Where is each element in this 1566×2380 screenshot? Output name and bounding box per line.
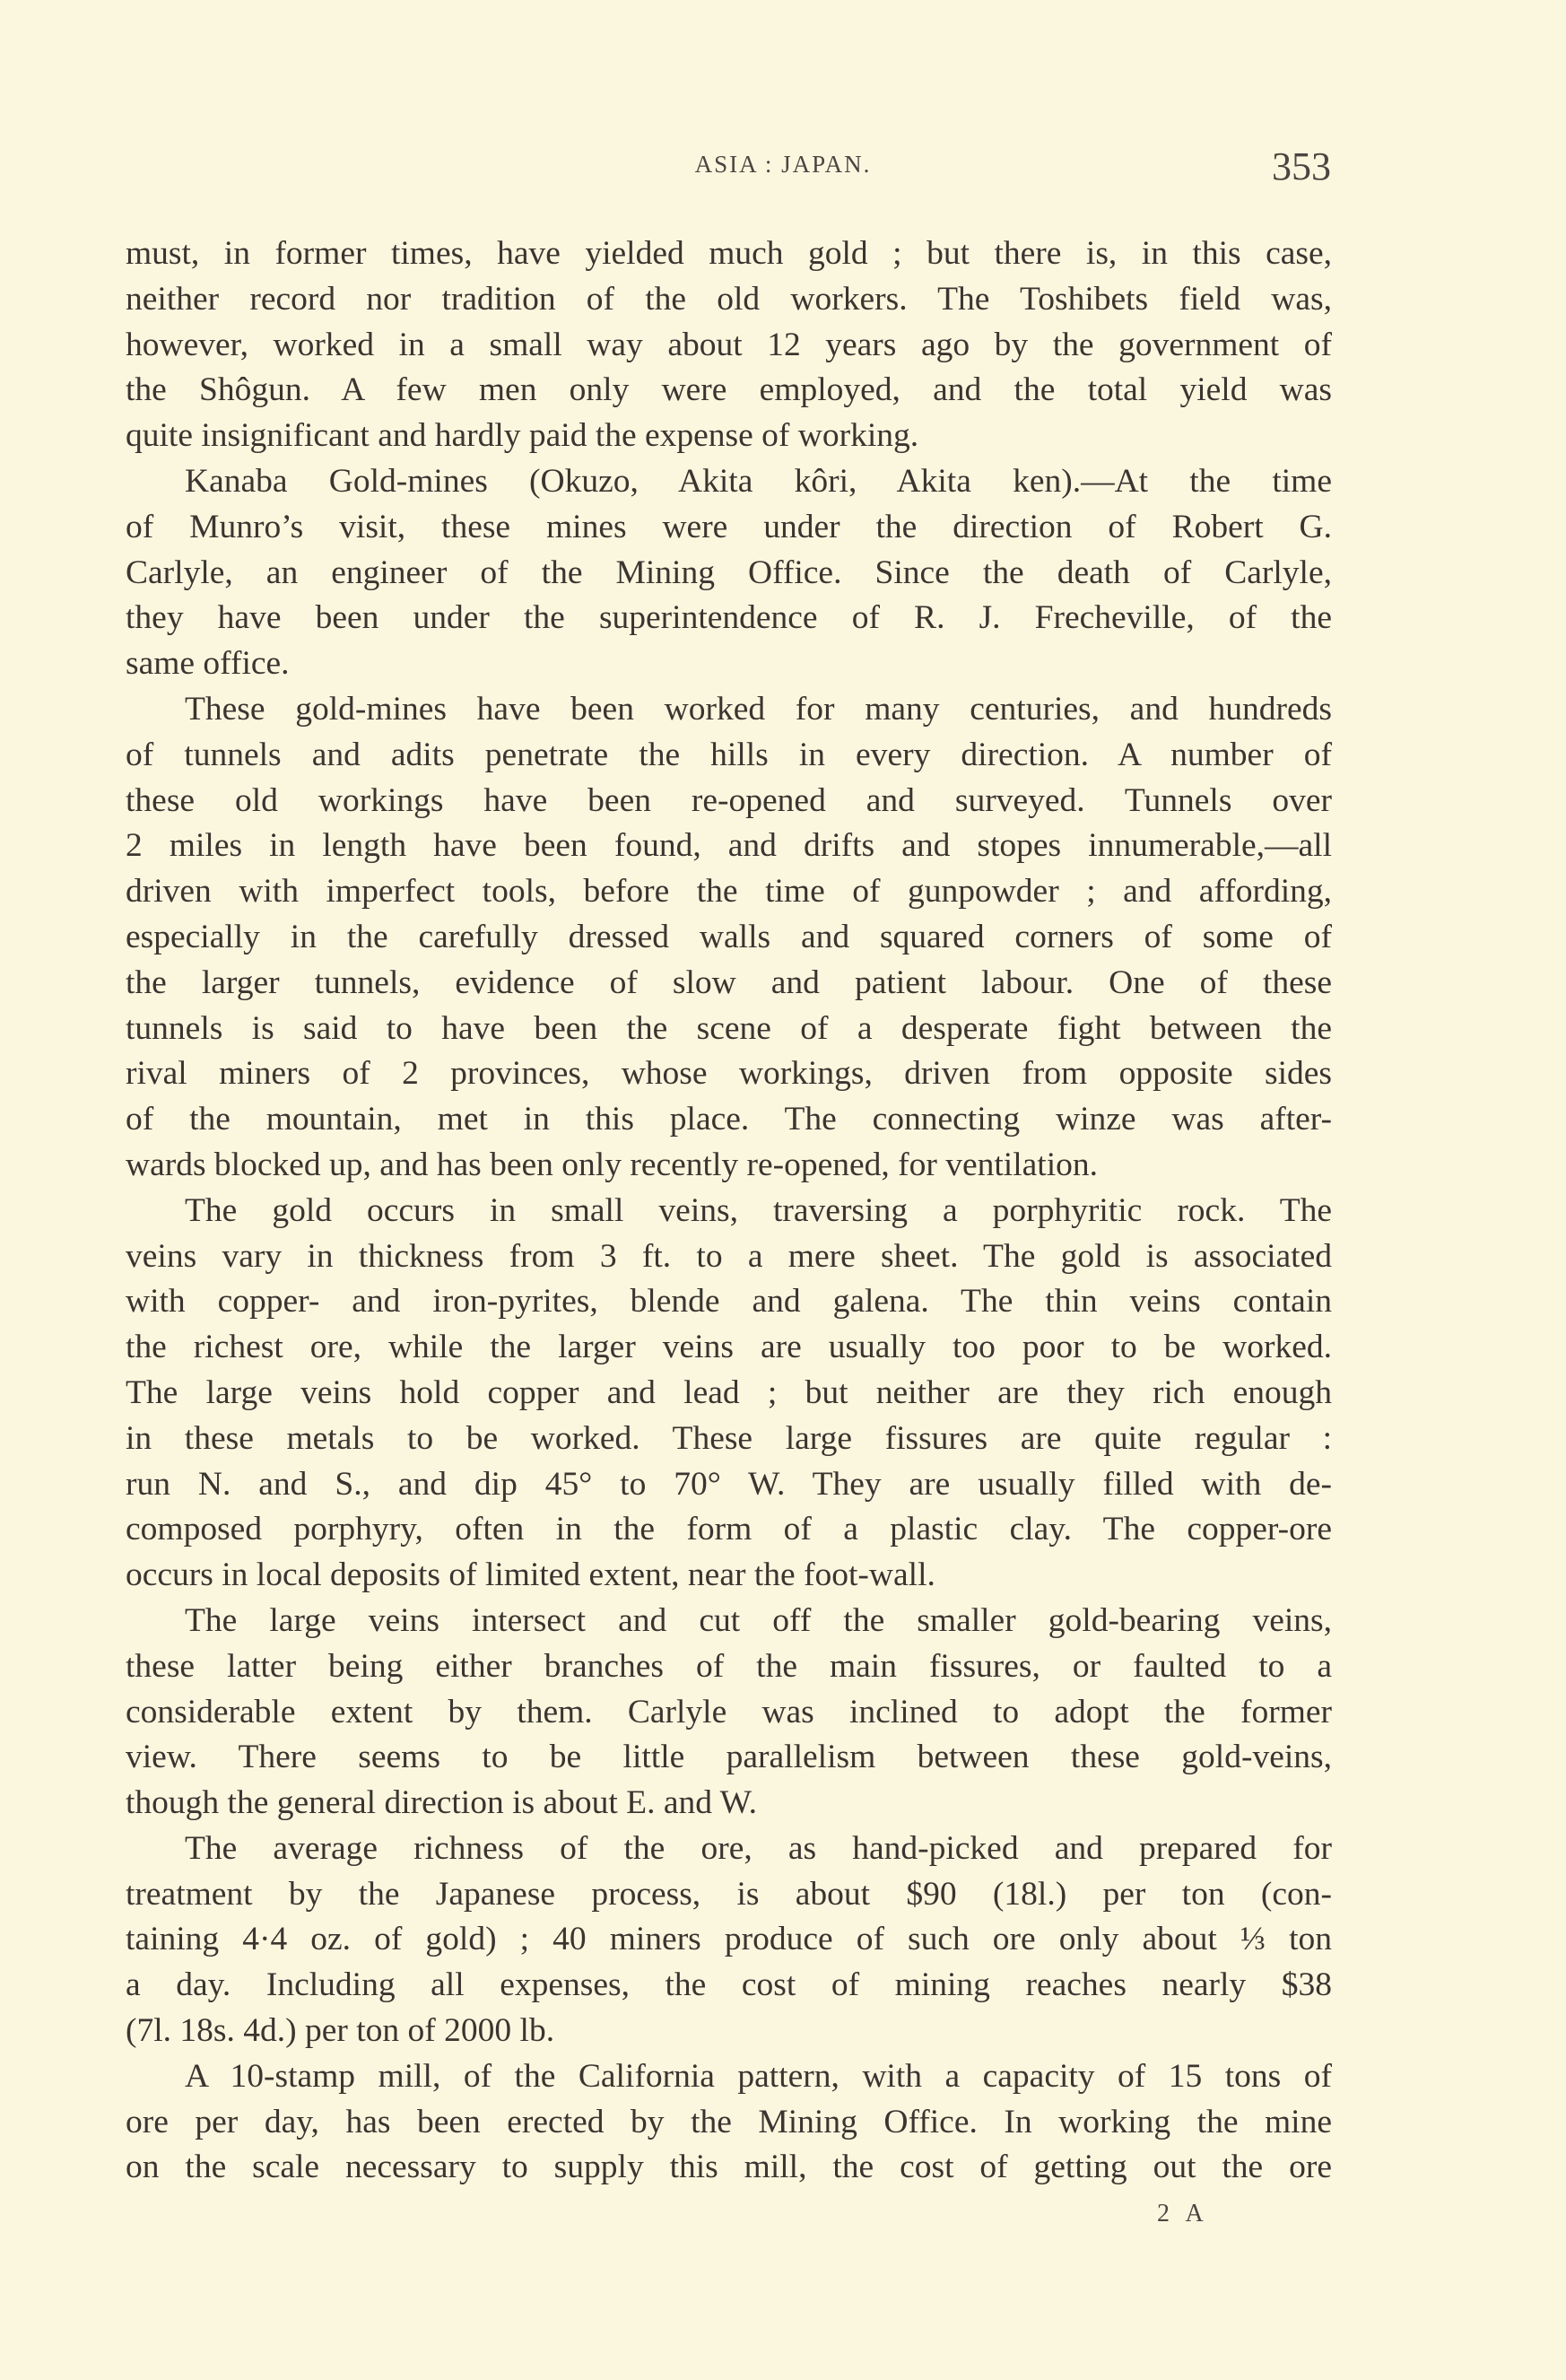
text-line: view. There seems to be little parallelism between these gold-veins, xyxy=(126,1739,1332,1776)
text-line: with copper- and iron-pyrites, blende and galena. The thin veins contain xyxy=(126,1283,1332,1321)
paragraph xyxy=(126,459,1332,687)
text-line: The average richness of the ore, as hand-picked and prepared for xyxy=(185,1829,1332,1867)
text-line: the larger tunnels, evidence of slow and patient labour. One of these xyxy=(126,963,1332,1001)
text-line: however, worked in a small way about 12 years ago by the government of xyxy=(126,326,1332,363)
text-line: the richest ore, while the larger veins are usually too poor to be worked. xyxy=(126,1329,1332,1366)
body-text xyxy=(126,231,1332,2191)
text-line: wards blocked up, and has been only recently re-opened, for ventilation. xyxy=(126,1146,1099,1183)
text-line: The gold occurs in small veins, traversing a porphyritic rock. The xyxy=(185,1191,1332,1229)
paragraph xyxy=(126,1599,1332,1826)
text-line: of Munro’s visit, these mines were under the direction of Robert G. xyxy=(126,508,1332,545)
text-line: Carlyle, an engineer of the Mining Office. Since the death of Carlyle, xyxy=(126,554,1332,591)
text-line: these latter being either branches of the main fissures, or faulted to a xyxy=(126,1647,1332,1685)
paragraph xyxy=(126,231,1332,459)
page-number: 353 xyxy=(1272,144,1331,188)
text-line: in these metals to be worked. These large fissures are quite regular : xyxy=(126,1419,1332,1457)
text-line: (7l. 18s. 4d.) per ton of 2000 lb. xyxy=(126,2012,555,2050)
paragraph xyxy=(126,2054,1332,2191)
text-line: veins vary in thickness from 3 ft. to a mere sheet. The gold is associated xyxy=(126,1237,1332,1275)
text-line: run N. and S., and dip 45° to 70° W. They are usually filled with de- xyxy=(126,1465,1332,1503)
text-line: driven with imperfect tools, before the time of gunpowder ; and affording, xyxy=(126,873,1332,911)
text-line: These gold-mines have been worked for many centuries, and hundreds xyxy=(185,690,1332,728)
signature-mark: 2 A xyxy=(1157,2200,1209,2227)
running-header: ASIA : JAPAN. xyxy=(694,151,872,178)
paragraph xyxy=(126,1189,1332,1599)
text-line: must, in former times, have yielded much gold ; but there is, in this case, xyxy=(126,235,1332,272)
text-line: treatment by the Japanese process, is about $90 (18l.) per ton (con- xyxy=(126,1875,1332,1913)
text-line: The large veins intersect and cut off the smaller gold-bearing veins, xyxy=(185,1601,1332,1639)
text-line: they have been under the superintendence of R. J. Frecheville, of the xyxy=(126,599,1332,637)
text-line: composed porphyry, often in the form of a plastic clay. The copper-ore xyxy=(126,1511,1332,1548)
text-line: The large veins hold copper and lead ; but neither are they rich enough xyxy=(126,1373,1332,1411)
text-line: the Shôgun. A few men only were employed, and the total yield was xyxy=(126,371,1332,409)
text-line: a day. Including all expenses, the cost of mining reaches nearly $38 xyxy=(126,1966,1332,2004)
text-line: though the general direction is about E. and W. xyxy=(126,1784,758,1822)
text-line: Kanaba Gold-mines (Okuzo, Akita kôri, Akita ken).—At the time xyxy=(185,462,1332,500)
text-line: of tunnels and adits penetrate the hills in every direction. A number of xyxy=(126,736,1332,773)
text-line: considerable extent by them. Carlyle was inclined to adopt the former xyxy=(126,1693,1332,1731)
text-line: rival miners of 2 provinces, whose workings, driven from opposite sides xyxy=(126,1055,1332,1093)
text-line: taining 4·4 oz. of gold) ; 40 miners produce of such ore only about ⅓ ton xyxy=(126,1921,1332,1958)
text-line: of the mountain, met in this place. The connecting winze was after- xyxy=(126,1101,1332,1138)
text-line: tunnels is said to have been the scene of a desperate fight between the xyxy=(126,1009,1332,1047)
text-line: same office. xyxy=(126,645,290,683)
paragraph xyxy=(126,1826,1332,2054)
text-line: neither record nor tradition of the old workers. The Toshibets field was, xyxy=(126,280,1332,318)
text-line: 2 miles in length have been found, and drifts and stopes innumerable,—all xyxy=(126,827,1332,865)
text-line: A 10-stamp mill, of the California pattern, with a capacity of 15 tons of xyxy=(185,2057,1332,2095)
text-line: ore per day, has been erected by the Mining Office. In working the mine xyxy=(126,2103,1332,2140)
text-line: on the scale necessary to supply this mill, the cost of getting out the ore xyxy=(126,2149,1332,2186)
text-line: occurs in local deposits of limited extent, near the foot-wall. xyxy=(126,1556,935,1594)
text-line: quite insignificant and hardly paid the expense of working. xyxy=(126,417,919,455)
paragraph xyxy=(126,687,1332,1189)
text-line: especially in the carefully dressed walls and squared corners of some of xyxy=(126,918,1332,955)
text-line: these old workings have been re-opened and surveyed. Tunnels over xyxy=(126,781,1332,819)
